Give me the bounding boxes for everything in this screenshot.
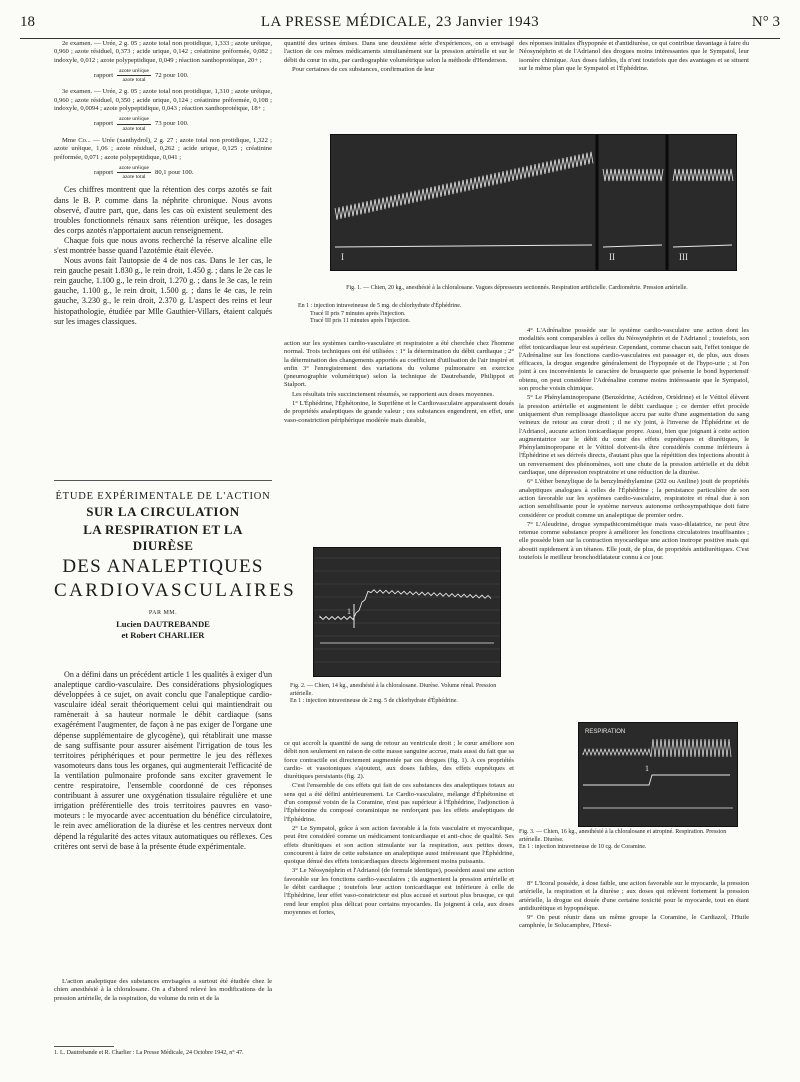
paragraph: Nous avons fait l'autopsie de 4 de nos cas. Dans le 1er cas, le rein gauche pesait 1.830 g., le rein droit, 1.450 g. ; dans le 2e cas le rein gauche, 1.100 g., le rein droit, 1.270 g. ; dans le 3e cas, le rein gauche, 1.100 g., le rein droit, 1.500 g. ; dans le 4e cas, le rein gauche, 3.230 g., le rein droit, 2.370 g. L'aspect des reins et leur histopathologie, étudiée par Mlle Gauthier-Villars, étaient calqués sur les images classiques. [54, 256, 272, 326]
page-header [20, 14, 780, 34]
figure-2 [313, 547, 501, 677]
pressure-trace [673, 169, 733, 181]
column-2-bottom: ce qui accroît la quantité de sang de retour au ventricule droit ; le cœur améliore son débit non seulement en raison de cette masse sanguine accrue, mais aussi du fait que sa force contractile est directement augmentée par ces drogues (fig. 1). A ces propriétés cardio- et vasotoniques s'ajoutent, aux doses faibles, des effets eupnéiques et diurétiques persistants (fig. 2). C'est l'ensemble de ces effets qui fait de ces substances des analeptiques totaux au sens qui a été défini antérieurement. Le Cardio-vasculaire, mélange d'Éphétonine et d'un composé voisin de la Coramine, n'est pas supérieur à l'Éphédrine, l'adjonction à l'Éphétonine du composé coraminique ne renforçant pas les effets analeptiques de l'Éphédrine. 2° Le Sympatol, grâce à son action favorable à la fois vasculaire et myocardique, peut être considéré comme un médicament tonicardiaque et anti-choc de qualité. Ses effets diurétiques et son action stimulante sur la respiration, aux petites doses, concourent à faire de cette substance un analeptique aussi intéressant que l'Éphédrine, quoique dénué des effets tonicardiaques directs légèrement moins puissants. 3° Le Néosynéphrin et l'Adrianol (de formule identique), possèdent aussi une action favorable sur les fonctions cardio-vasculaires ; ils augmentent la pression artérielle et le débit cardiaque ; toutefois leur action tonicardiaque est inférieure à celle de l'Éphédrine, leur effet vaso-constricteur est plus accusé et surtout plus brusque, ce qui rend leur emploi plus délicat pour certains myocardes. Ils joignent à cela, aux doses moyennes et fortes, [284, 740, 514, 916]
article-heading [54, 487, 297, 640]
column-3-mid: 4° L'Adrénaline possède sur le système cardio-vasculaire une action dont les modalités sont comparables à celles du Néosynéphrin et de l'Adrianol ; toutefois, son effet tonicardiaque leur est supérieur. Cependant, comme chacun sait, l'effet tonique de l'Adrénaline sur les fonctions cardio-vasculaires est passager et, de plus, aux doses efficaces, la drogue engendre généralement de l'hypopnée et de l'hypo-urie ; si l'on joint à ces inconvénients le caractère de brusquerie que présente le bond hypertensif obtenu, on peut considérer l'Adrénaline comme moins intéressante que le Sympatol, son proche voisin chimique. 5° Le Phénylaminopropane (Benzédrine, Actédron, Ortédrine) et le Vétitol élèvent la pression artérielle et augmentent le débit cardiaque ; ce dernier effet procède uniquement d'un remplissage diastolique accru par suite d'une augmentation du sang veineux de retour au cœur droit ; il ne s'y joint, à l'inverse de l'Éphédrine et de l'Adrianol, aucune action tonicardiaque propre. Aussi, bien que joignant à cette action augmentatrice sur le débit du cœur des effets eupnéiques et diurétiques, le Phénylaminopropane et le Vétitol doivent-ils être considérés comme inférieurs à l'Éphédrine et ses dérivés directs, d'autant plus que la répétition des injections aboutit à un renversement des phénomènes, soit une chute de la pression artérielle et du débit cardiaque, une dépression respiratoire et une réduction de la diurèse. 6° L'éther benzylique de la benzylméthylamine (202 ou Aniline) jouit de propriétés analeptiques analogues à celles de l'Éphédrine ; la persistance particulière de son action favorable sur les systèmes cardio-vasculaire, respiratoire et rénal due à son action sensibilisante pour le système nerveux autonome orthosympathique doit faire considérer ce produit comme un analeptique de premier ordre. 7° L'Aleudrine, drogue sympathicomimétique mais vaso-dilatatrice, ne peut être retenue comme substance propre à améliorer les fonctions circulatoires insuffisantes ; elle possède bien sur la contraction myocardique une action inotrope positive mais qui aboutit rapidement à un tétanos. Elle jouit, de plus, de propriétés antidiurétiques. C'est toutefois le meilleur bronchodilatateur connu à ce jour. [519, 327, 749, 562]
byline: PAR MM. [148, 610, 178, 616]
exam-2: 2e examen. — Urée, 2 g. 05 ; azote total non protidique, 1,333 ; azote uréique, 0,960 ; azote résiduel, 0,373 ; acide urique, 0,142 ; créatinine préformée, 0,082 ; indoxyle, 0,012 ; azote polypeptidique, 0,049 ; réaction xanthoprotéique, 20+ ; [54, 40, 272, 64]
panel-label: II [609, 252, 615, 262]
respiration-label: RESPIRATION [585, 729, 626, 735]
heading-line-5: CARDIOVASCULAIRES [54, 580, 297, 601]
baseline-trace [673, 245, 732, 247]
pressure-curve [320, 590, 491, 620]
column-3-top: des réponses initiales d'hypopnée et d'antidiurèse, ce qui contribue davantage à faire du Néosynéphrin et de l'Adrianol des drogues moins intéressantes que le Sympatol, leur isomère chimique. Aux doses faibles, ils n'ont toutefois que des avantages et se situent sur le même plan que le Sympatol et l'Éphédrine. [519, 40, 749, 72]
article-intro: On a défini dans un précédent article 1 les qualités à exiger d'un analeptique cardio-vasculaire. Des considérations physiologiques développées à ce sujet, on avait conclu que l'analeptique cardio-vasculaire idéal serait théoriquement celui qui maintiendrait ou ramènerait à sa hauteur normale le débit cardiaque (sans exagérément l'augmenter, de façon à ne pas exiger de l'organe une dépense supplémentaire de glycogène), qui rétablirait une masse de sang suffisante pour assurer aisément l'irrigation de tous les territoires périphériques et pour permettre le jeu des réflexes vasomoteurs dans tous les organes, qui augmenterait l'efficacité de la ventilation pulmonaire profonde sans exciter gravement le centre respiratoire, l'ensemble coordonné de ces réponses contribuant à assurer une oxygénation tissulaire régulière et une irrigation préférentielle des trois territoires pauvres en vaso-moteurs : le myocarde avec accentuation du bénéfice circulatoire, le rein avec amélioration de la diurèse et les centres nerveux dont dépend la régularité des actes vitaux automatiques ou réflexes. Ces critères ont servi de base à la présente étude expérimentale. [54, 670, 272, 851]
article-divider [54, 480, 272, 481]
exam-mme: Mme Co... — Urée (xanthydrol), 2 g. 27 ; azote total non protidique, 1,322 ; azote uréique, 1,06 ; azote résiduel, 0,262 ; acide urique, 0,125 ; créatinine préformée, 0,071 ; azote polypeptidique, 0,041 ; [54, 136, 272, 161]
pressure-trace [583, 775, 730, 785]
column-3-bottom: 8° L'Icoral possède, à dose faible, une action favorable sur le myocarde, la pression artérielle, la respiration et la diurèse ; aux doses qui relèvent fortement la pression artérielle, la drogue est douée d'une certaine toxicité pour le myocarde, tout en étant antidiurétique et hypopnéique. 9° On peut réunir dans un même groupe la Coramine, le Cardiazol, l'Huile camphrée, le Solucamphre, l'Hexé- [519, 880, 749, 930]
baseline-trace [603, 245, 662, 247]
article-intro-2: L'action analeptique des substances envisagées a surtout été étudiée chez le chien anesthésié à la chloralosane. On a d'abord relevé les modifications de la pression artérielle, de la respiration, du volume du rein et de la [54, 978, 272, 1002]
journal-title: LA PRESSE MÉDICALE, 23 Janvier 1943 [260, 14, 540, 30]
heading-line-4: DES ANALEPTIQUES [62, 556, 264, 577]
heading-line-2: SUR LA CIRCULATION [86, 504, 240, 519]
author-1: Lucien DAUTREBANDE [116, 619, 210, 629]
figure-1-caption: Fig. 1. — Chien, 20 kg., anesthésié à la chloralosane. Vagues dépresseurs sectionnés. Respiration artificielle. Cardiométrie. Pression artérielle. [346, 285, 688, 291]
injection-label: 1 [347, 607, 351, 616]
column-2-top: quantité des urines émises. Dans une deuxième série d'expériences, on a envisagé l'action de ces mêmes médicaments simultanément sur la pression artérielle et sur le débit du cœur in situ, par cardiographie volumétrique selon la méthode d'Henderson. Pour certaines de ces substances, confirmation de leur [284, 40, 514, 73]
heading-line-1: ÉTUDE EXPÉRIMENTALE DE L'ACTION [55, 491, 271, 502]
pressure-trace [603, 169, 663, 181]
issue-number: N° 3 [751, 14, 780, 30]
baseline-trace [335, 245, 592, 247]
panel-label: I [341, 252, 344, 262]
column-2-mid: action sur les systèmes cardio-vasculaire et respiratoire a été cherchée chez l'homme normal. Trois techniques ont été utilisées : 1° la détermination du débit cardiaque ; 2° la détermination des changements apportés au coefficient d'utilisation de l'air inspiré et enfin 3° l'enregistrement des variations du volume pulmonaire en exercice (pneumographie volumétrique) selon la technique de Dautrebande, Philippot et Stalport. Les résultats très succinctement résumés, se rapportent aux doses moyennes. 1° L'Éphédrine, l'Éphétonine, le Suprifène et le Cardiovasculaire apparaissent doués de propriétés analeptiques de grande valeur ; ces substances engendrent, en effet, une vaso-constriction périphérique modérée mais durable, [284, 340, 514, 424]
footnote-rule [54, 1046, 114, 1047]
figure-1-notes: En 1 : injection intraveineuse de 5 mg. de chlorhydrate d'Éphédrine. Tracé II pris 7 minutes après l'injection. Tracé III pris 11 minutes après l'injection. [298, 303, 462, 324]
exam-3: 3e examen. — Urée, 2 g. 05 ; azote total non protidique, 1,310 ; azote uréique, 0,960 ; azote résiduel, 0,350 ; acide urique, 0,124 ; créatinine préformée, 0,108 ; indoxyle, 0,0094 ; azote polypeptidique, 0,043 ; réaction xanthoprotéique, 18+ ; [54, 88, 272, 113]
figure-3-caption: Fig. 3. — Chien, 16 kg., anesthésié à la chloralosane et atropiné. Respiration. Pression artérielle. Diurèse. En 1 : injection intraveineuse de 10 cg. de Coramine. [519, 829, 727, 850]
figure-2-caption: Fig. 2. — Chien, 14 kg., anesthésié à la chloralosane. Diurèse. Volume rénal. Pression artérielle. En 1 : injection intraveineuse de 2 mg. 5 de chlorhydrate d'Éphédrine. [290, 683, 497, 704]
column-1-top [54, 40, 272, 327]
injection-label: 1 [645, 764, 649, 773]
author-2: et Robert CHARLIER [121, 630, 205, 640]
figure-1 [330, 134, 737, 271]
paragraph: Chaque fois que nous avons recherché la réserve alcaline elle s'est montrée basse quand l'azotémie était élevée. [54, 235, 272, 256]
figure-3 [578, 722, 738, 827]
paragraph: Ces chiffres montrent que la rétention des corps azotés se fait dans le B. P. comme dans la néphrite chronique. Nous avons observé, d'autre part, que, dans les cas où existent seulement des troubles fonctionnels rénaux sans rétention uréique, les dosages des corps azotés n'apportaient aucun renseignement. [54, 185, 272, 235]
header-rule [20, 38, 780, 39]
panel-label: III [679, 252, 688, 262]
ratio-2: rapport $\frac{\text{azote uréique}}{\text{azote total}}$ 72 pour 100. [94, 67, 189, 84]
page-number: 18 [20, 14, 35, 30]
respiration-trace [583, 739, 731, 757]
ratio-3: rapport $\frac{\text{azote uréique}}{\text{azote total}}$ 73 pour 100. [94, 116, 189, 132]
heading-line-3: LA RESPIRATION ET LA DIURÈSE [83, 522, 243, 553]
pressure-trace [335, 152, 593, 220]
footnote: 1. L. Dautrebande et R. Charlier : La Presse Médicale, 24 Octobre 1942, n° 47. [54, 1050, 244, 1056]
ratio-4: rapport $\frac{\text{azote uréique}}{\text{azote total}}$ 80,1 pour 100. [94, 164, 194, 181]
